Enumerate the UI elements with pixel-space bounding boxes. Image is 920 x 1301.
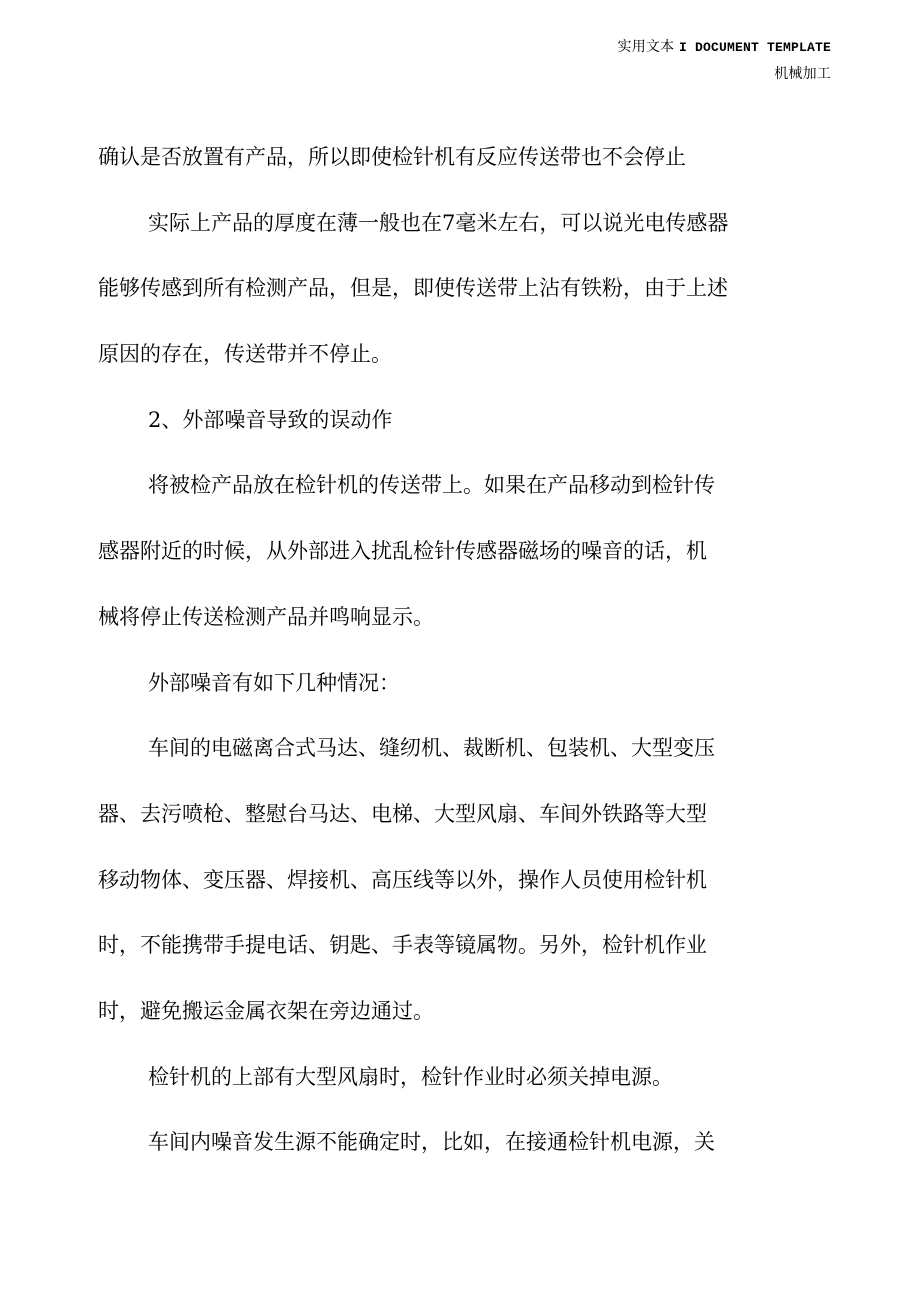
paragraph-start: 将被检产品放在检针机的传送带上。如果在产品移动到检针传 [148, 473, 715, 498]
paragraph-start: 外部噪音有如下几种情况： [148, 670, 400, 695]
header-category: 机械加工 [774, 66, 831, 82]
text-line: 时，避免搬运金属衣架在旁边通过。 [98, 998, 434, 1023]
text-line: 移动物体、变压器、焊接机、高压线等以外，操作人员使用检针机 [98, 867, 707, 892]
page-header [618, 34, 832, 87]
header-line-1 [618, 34, 832, 61]
text-line: 确认是否放置有产品，所以即使检针机有反应传送带也不会停止 [98, 145, 686, 169]
text-line: 能够传感到所有检测产品，但是，即使传送带上沾有铁粉，由于上述 [98, 276, 728, 301]
document-body [98, 125, 790, 1176]
text-line: 时，不能携带手提电话、钥匙、手表等镜属物。另外，检针机作业 [98, 933, 707, 958]
header-template-label: I DOCUMENT TEMPLATE [678, 40, 831, 55]
paragraph-start: 车间的电磁离合式马达、缝纫机、裁断机、包装机、大型变压 [148, 736, 715, 761]
section-heading: 2、外部噪音导致的误动作 [148, 407, 393, 432]
paragraph-start: 实际上产品的厚度在薄一般也在7毫米左右，可以说光电传感器 [148, 210, 729, 235]
paragraph-start: 车间内噪音发生源不能确定时，比如，在接通检针机电源，关 [148, 1130, 715, 1155]
text-line: 原因的存在，传送带并不停止。 [98, 342, 392, 367]
text-line: 感器附近的时候，从外部进入扰乱检针传感器磁场的噪音的话，机 [98, 539, 707, 564]
header-doc-type: 实用文本 [617, 39, 675, 55]
paragraph-start: 检针机的上部有大型风扇时，检针作业时必须关掉电源。 [148, 1064, 673, 1089]
text-line: 械将停止传送检测产品并鸣响显示。 [98, 604, 434, 629]
text-line: 器、去污喷枪、整慰台马达、电梯、大型风扇、车间外铁路等大型 [98, 801, 707, 826]
